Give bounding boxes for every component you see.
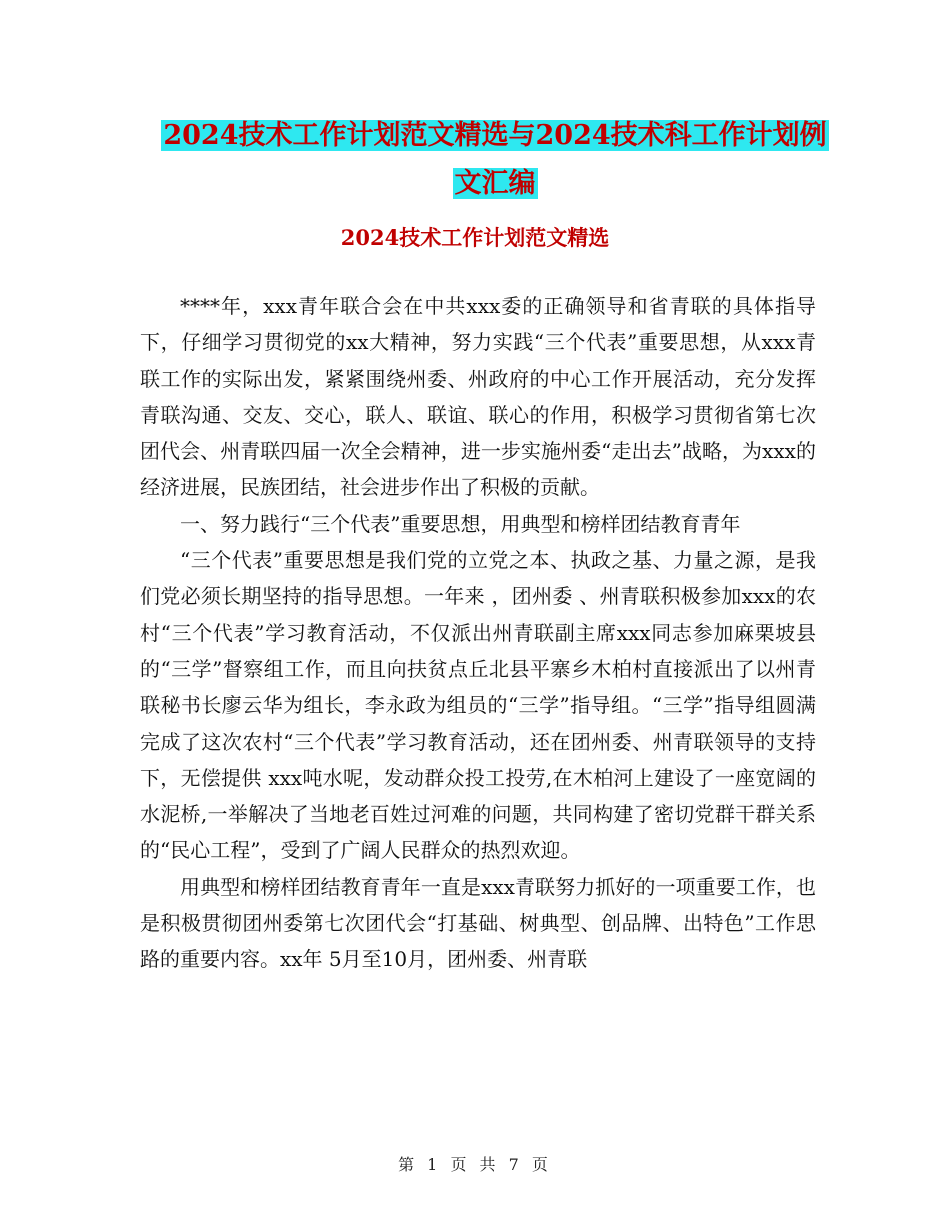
document-title-line-1: 2024技术工作计划范文精选与2024技术科工作计划例 xyxy=(163,120,827,151)
body-paragraph: “三个代表”重要思想是我们党的立党之本、执政之基、力量之源，是我们党必须长期坚持的指导思想。一年来 ，团州委 、州青联积极参加xxx的农村“三个代表”学习教育活动，不仅派出州青联副主席xxx同志参加麻栗坡县的“三学”督察组工作，而且向扶贫点丘北县平寨乡木柏村直接派出了以州青联秘书长廖云华为组长，李永政为组员的“三学”指导组。“三学”指导组圆满完成了这次农村“三个代表”学习教育活动，还在团州委、州青联领导的支持下，无偿提供 xxx吨水呢，发动群众投工投劳,在木柏河上建设了一座宽阔的水泥桥,一举解决了当地老百姓过河难的问题，共同构建了密切党群干群关系的“民心工程”，受到了广阔人民群众的热烈欢迎。 xyxy=(140,548,816,863)
body-paragraph: 一、努力践行“三个代表”重要思想，用典型和榜样团结教育青年 xyxy=(180,511,741,536)
document-title-line-2: 文汇编 xyxy=(454,168,536,199)
page-footer: 第 1 页 共 7 页 xyxy=(398,1155,552,1174)
body-paragraph: ****年，xxx青年联合会在中共xxx委的正确领导和省青联的具体指导下，仔细学习贯彻党的xx大精神，努力实践“三个代表”重要思想，从xxx青联工作的实际出发，紧紧围绕州委、州政府的中心工作开展活动，充分发挥青联沟通、交友、交心，联人、联谊、联心的作用，积极学习贯彻省第七次团代会、州青联四届一次全会精神，进一步实施州委“走出去”战略，为xxx的经济进展，民族团结，社会进步作出了积极的贡献。 xyxy=(140,294,816,500)
document-body xyxy=(140,288,816,978)
section-title: 2024技术工作计划范文精选 xyxy=(340,225,610,250)
body-paragraph: 用典型和榜样团结教育青年一直是xxx青联努力抓好的一项重要工作，也是积极贯彻团州委第七次团代会“打基础、树典型、创品牌、出特色”工作思路的重要内容。xx年 5月至10月，团州委、州青联 xyxy=(140,874,816,972)
document-title xyxy=(140,112,850,208)
